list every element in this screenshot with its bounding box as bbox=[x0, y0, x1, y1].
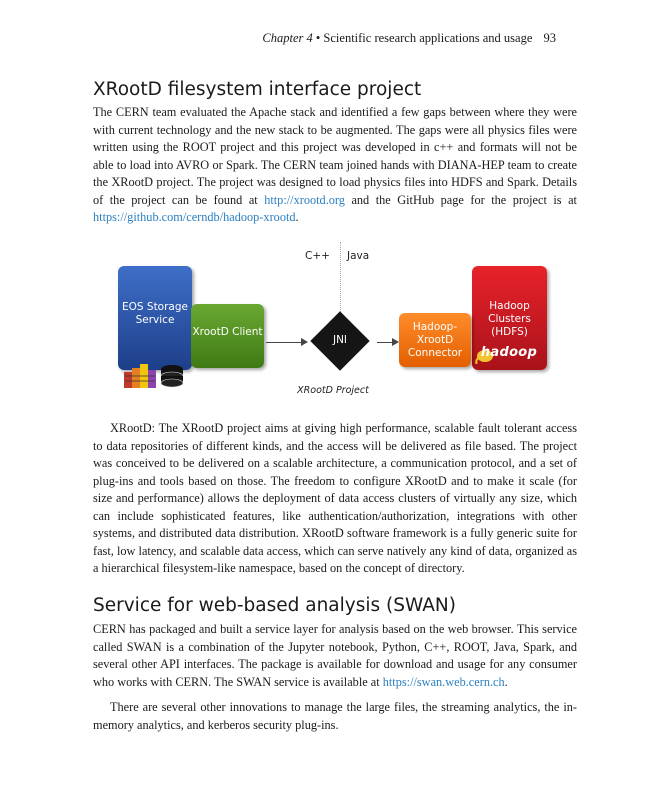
hadoop-logo bbox=[479, 346, 539, 364]
github-link[interactable]: https://github.com/cerndb/hadoop-xrootd bbox=[93, 210, 296, 224]
section-heading-swan: Service for web-based analysis (SWAN) bbox=[93, 595, 456, 616]
paragraph-text: CERN has packaged and built a service layer for analysis based on the web browser. This service called SWAN is a combination of the Jupyter notebook, Python, C++, ROOT, Java, Spark, and several other API interfaces. The package is available for download and usage for any consumer who works with CERN. The SWAN service is available at bbox=[93, 622, 577, 689]
jni-label: JNI bbox=[332, 334, 348, 346]
paragraph-text: . bbox=[504, 674, 508, 689]
xrootd-org-link[interactable]: http://xrootd.org bbox=[264, 192, 345, 207]
hadoop-clusters-label: Hadoop Clusters (HDFS) bbox=[488, 300, 531, 338]
client-to-jni-arrow bbox=[266, 342, 306, 343]
hadoop-clusters-box bbox=[472, 266, 547, 370]
paragraph-text: and the GitHub page for the project is at bbox=[344, 192, 577, 207]
jni-to-connector-arrow bbox=[377, 342, 397, 343]
xrootd-intro-paragraph bbox=[93, 104, 577, 227]
paragraph-text: . bbox=[295, 210, 299, 224]
chapter-title: Scientific research applications and usage bbox=[323, 31, 533, 45]
xrootd-client-label: XrootD Client bbox=[192, 326, 263, 338]
diagram-caption: XRootD Project bbox=[297, 385, 369, 396]
chapter-label: Chapter 4 bbox=[262, 31, 313, 45]
lang-cpp-label: C++ bbox=[305, 250, 330, 262]
hadoop-logo-text: hadoop bbox=[480, 345, 538, 360]
header-bullet: • bbox=[315, 31, 321, 45]
paragraph-text: The CERN team evaluated the Apache stack and identified a few gaps between where they were with current technology and the new stack to be augmented. The gaps were all physics files were written using the ROOT project and this project was developed in c++ and formats will not be able to load into AVRO or Spark. The CERN team joined hands with DIANA-HEP team to create the XRootD project. The project was designed to load physics files into HDFS and Spark. Details of the project can be found at bbox=[93, 105, 577, 207]
swan-link[interactable]: https://swan.web.cern.ch bbox=[382, 674, 505, 689]
jni-node bbox=[304, 312, 376, 370]
xrootd-architecture-diagram bbox=[118, 242, 548, 402]
running-header bbox=[262, 31, 556, 46]
swan-paragraph bbox=[93, 621, 577, 691]
innovations-paragraph: There are several other innovations to manage the large files, the streaming analytics, the in-memory analytics, and kerberos security plug-ins. bbox=[93, 700, 577, 732]
hadoop-xrootd-connector-box bbox=[399, 313, 471, 367]
hadoop-xrootd-connector-label: Hadoop-XrootD Connector bbox=[407, 321, 463, 359]
xrootd-description-paragraph: XRootD: The XRootD project aims at giving high performance, scalable fault tolerant access to data repositories of different kinds, and the access will be delivered as file based. The project was conceived to be delivered on a scalable architecture, a communication protocol, and a set of plug-ins and tools based on those. The freedom to configure XRootD and to make it scale (for size and performance) allows the deployment of data access clusters of virtually any size, which can include sophisticated features, like authentication/authorization, integrations with other systems, and distributed data distribution. XRootD software framework is a fully generic suite for fast, low latency, and scalable data access, which can serve natively any kind of data, organized as a hierarchical filesystem-like namespace, based on the concept of directory. bbox=[93, 421, 577, 575]
eos-storage-label: EOS Storage Service bbox=[122, 301, 188, 326]
eos-storage-box bbox=[118, 266, 192, 370]
lang-java-label: Java bbox=[347, 250, 370, 262]
section-heading-xrootd: XRootD filesystem interface project bbox=[93, 79, 422, 100]
xrootd-client-box bbox=[191, 304, 264, 368]
page-number: 93 bbox=[543, 31, 556, 45]
